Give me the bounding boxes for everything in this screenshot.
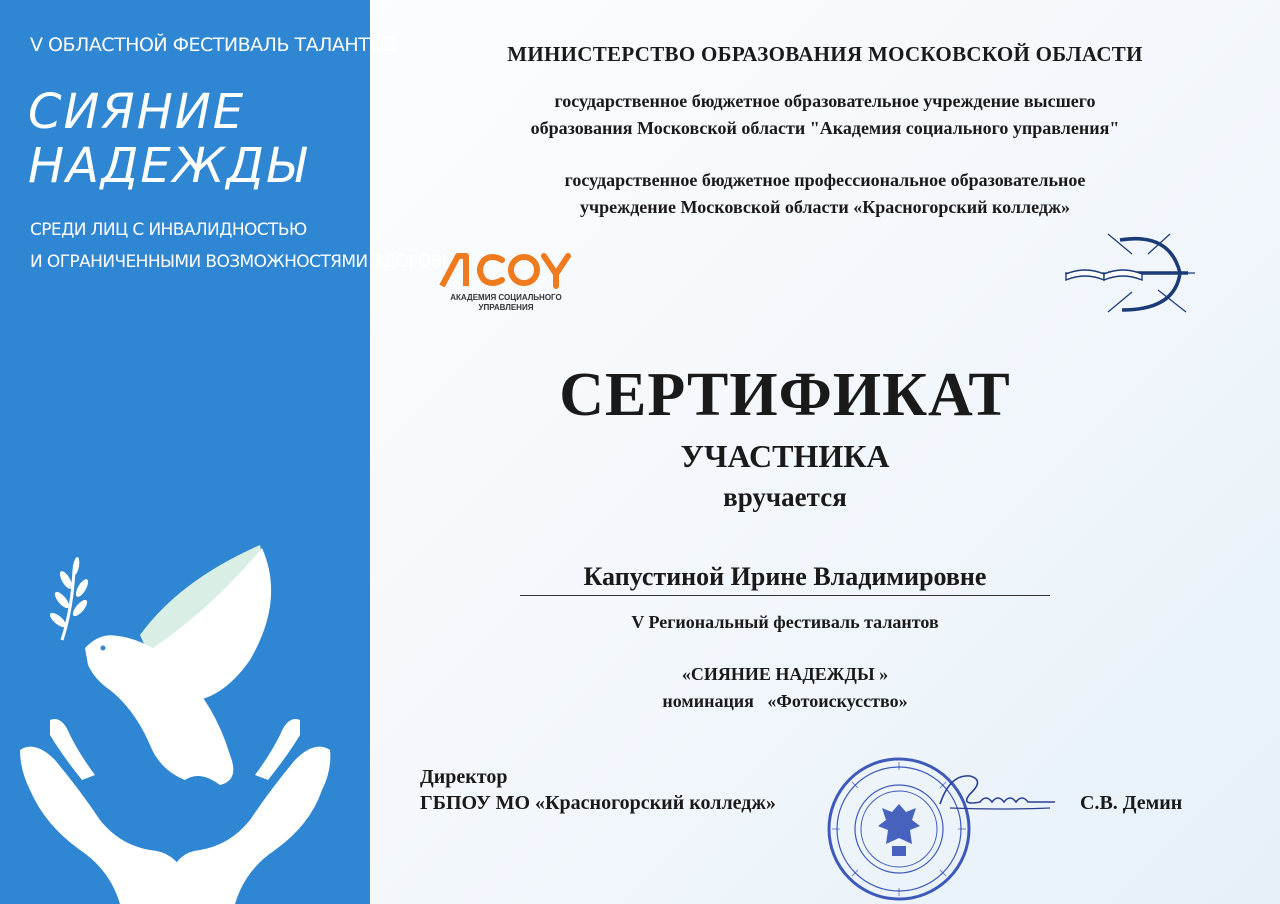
recipient-name: Капустиной Ирине Владимировне (520, 562, 1050, 596)
asou-caption-line1: АКАДЕМИЯ СОЦИАЛЬНОГО (450, 293, 562, 302)
open-book-icon (1066, 270, 1142, 280)
krasnogorsk-college-logo-icon (1060, 228, 1200, 318)
signer-role: Директор (420, 766, 508, 788)
nomination-value: «Фотоискусство» (767, 691, 908, 711)
festival-name: «СИЯНИЕ НАДЕЖДЫ » (681, 664, 889, 684)
asou-logo-mark-icon (436, 250, 576, 290)
brand-title-line2: НАДЕЖДЫ (28, 138, 308, 194)
signer-organization: ГБПОУ МО «Красногорский колледж» (420, 792, 776, 814)
dove-icon (85, 545, 271, 785)
olive-branch-icon (48, 557, 91, 640)
institution-academy-line1: государственное бюджетное образовательное учреждение высшего (554, 91, 1096, 111)
festival-title: V ОБЛАСТНОЙ ФЕСТИВАЛЬ ТАЛАНТОВ (30, 34, 397, 56)
institution-college-line1: государственное бюджетное профессиональное образовательное (564, 170, 1086, 190)
ministry-title: МИНИСТЕРСТВО ОБРАЗОВАНИЯ МОСКОВСКОЙ ОБЛАСТИ (507, 42, 1143, 66)
awarded-label: вручается (723, 482, 847, 512)
institution-academy-line2: образования Московской области "Академия социального управления" (530, 118, 1120, 138)
festival-subtitle-line1: СРЕДИ ЛИЦ С ИНВАЛИДНОСТЬЮ (30, 220, 307, 240)
coat-of-arms-icon (878, 804, 920, 856)
handwritten-signature-icon (930, 764, 1060, 824)
institution-academy (370, 88, 1280, 142)
asou-caption-line2: УПРАВЛЕНИЯ (478, 303, 534, 312)
certificate-title: СЕРТИФИКАТ (559, 361, 1011, 429)
certificate-subtitle: УЧАСТНИКА (680, 438, 890, 474)
asou-logo (436, 250, 576, 314)
nomination-label: номинация (662, 691, 754, 711)
nomination (520, 691, 1050, 712)
festival-subtitle-line2: И ОГРАНИЧЕННЫМИ ВОЗМОЖНОСТЯМИ ЗДОРОВЬЯ (30, 252, 464, 272)
festival-description: V Региональный фестиваль талантов (631, 612, 939, 632)
institution-college-line2: учреждение Московской области «Красногорский колледж» (579, 197, 1070, 217)
institution-college (370, 167, 1280, 221)
dove-hands-illustration (0, 540, 370, 904)
brand-title-line1: СИЯНИЕ (28, 84, 246, 140)
signer-name: С.В. Демин (1080, 792, 1183, 814)
